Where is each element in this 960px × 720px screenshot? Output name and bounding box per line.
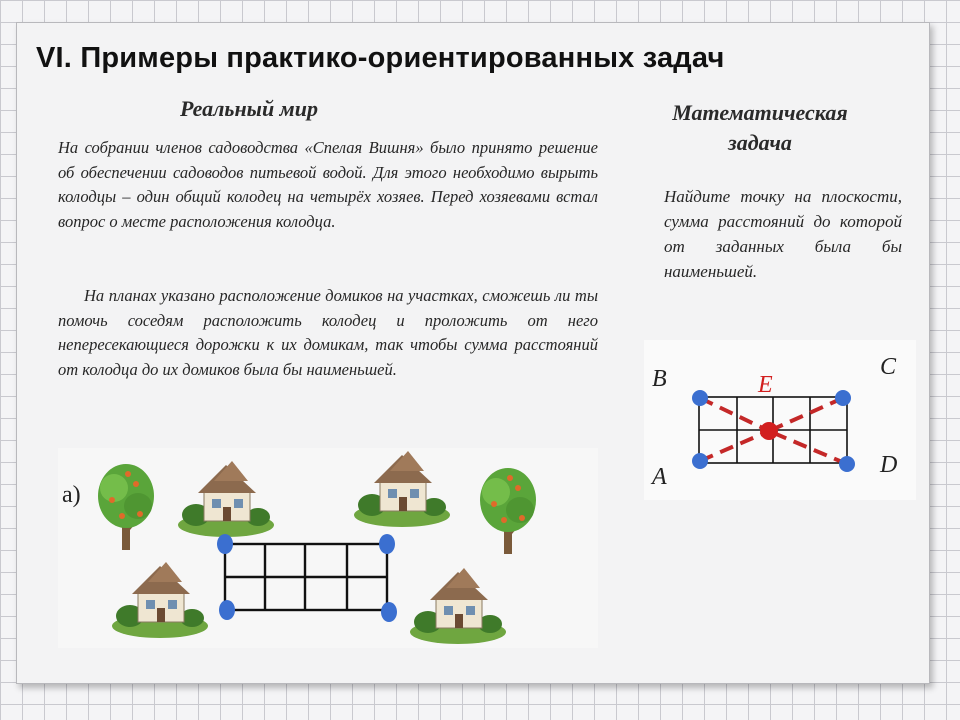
tree-icon <box>480 468 536 554</box>
house-icon <box>112 562 208 638</box>
house-icon <box>354 451 450 527</box>
slide-title: VI. Примеры практико-ориентированных задач <box>36 42 725 74</box>
house-point <box>217 534 233 554</box>
case-label: а) <box>62 482 81 508</box>
math-problem-text: Найдите точку на плоскости, сумма расстояний до которой от заданных была бы наименьшей. <box>664 187 902 281</box>
plan-grid <box>225 544 387 610</box>
house-icon <box>410 568 506 644</box>
real-world-heading: Реальный мир <box>180 96 318 121</box>
math-problem-heading: Математическая задача <box>672 100 848 155</box>
real-world-paragraph-1: На собрании членов садоводства «Спелая Вишня» было принято решение об обеспечении садоводов питьевой водой. Для этого необходимо вырыть колодцы – один общий колодец на четырёх хозяев. Перед хозяевами встал вопрос о месте расположения колодца. <box>58 138 598 231</box>
label-d: D <box>880 452 898 478</box>
label-b: B <box>652 366 667 392</box>
house-point <box>219 600 235 620</box>
real-world-paragraph-2: На планах указано расположение домиков на участках, сможешь ли ты помочь соседям расположить колодец и проложить от него непересекающиеся дорожки к их домикам, так чтобы сумма расстояний от колодца до их домиков была бы наименьшей. <box>58 286 598 379</box>
tree-icon <box>98 464 154 550</box>
house-icon <box>178 461 274 537</box>
label-e: E <box>758 372 773 398</box>
label-a: A <box>652 464 667 490</box>
label-c: C <box>880 354 897 380</box>
house-point <box>379 534 395 554</box>
house-point <box>381 602 397 622</box>
